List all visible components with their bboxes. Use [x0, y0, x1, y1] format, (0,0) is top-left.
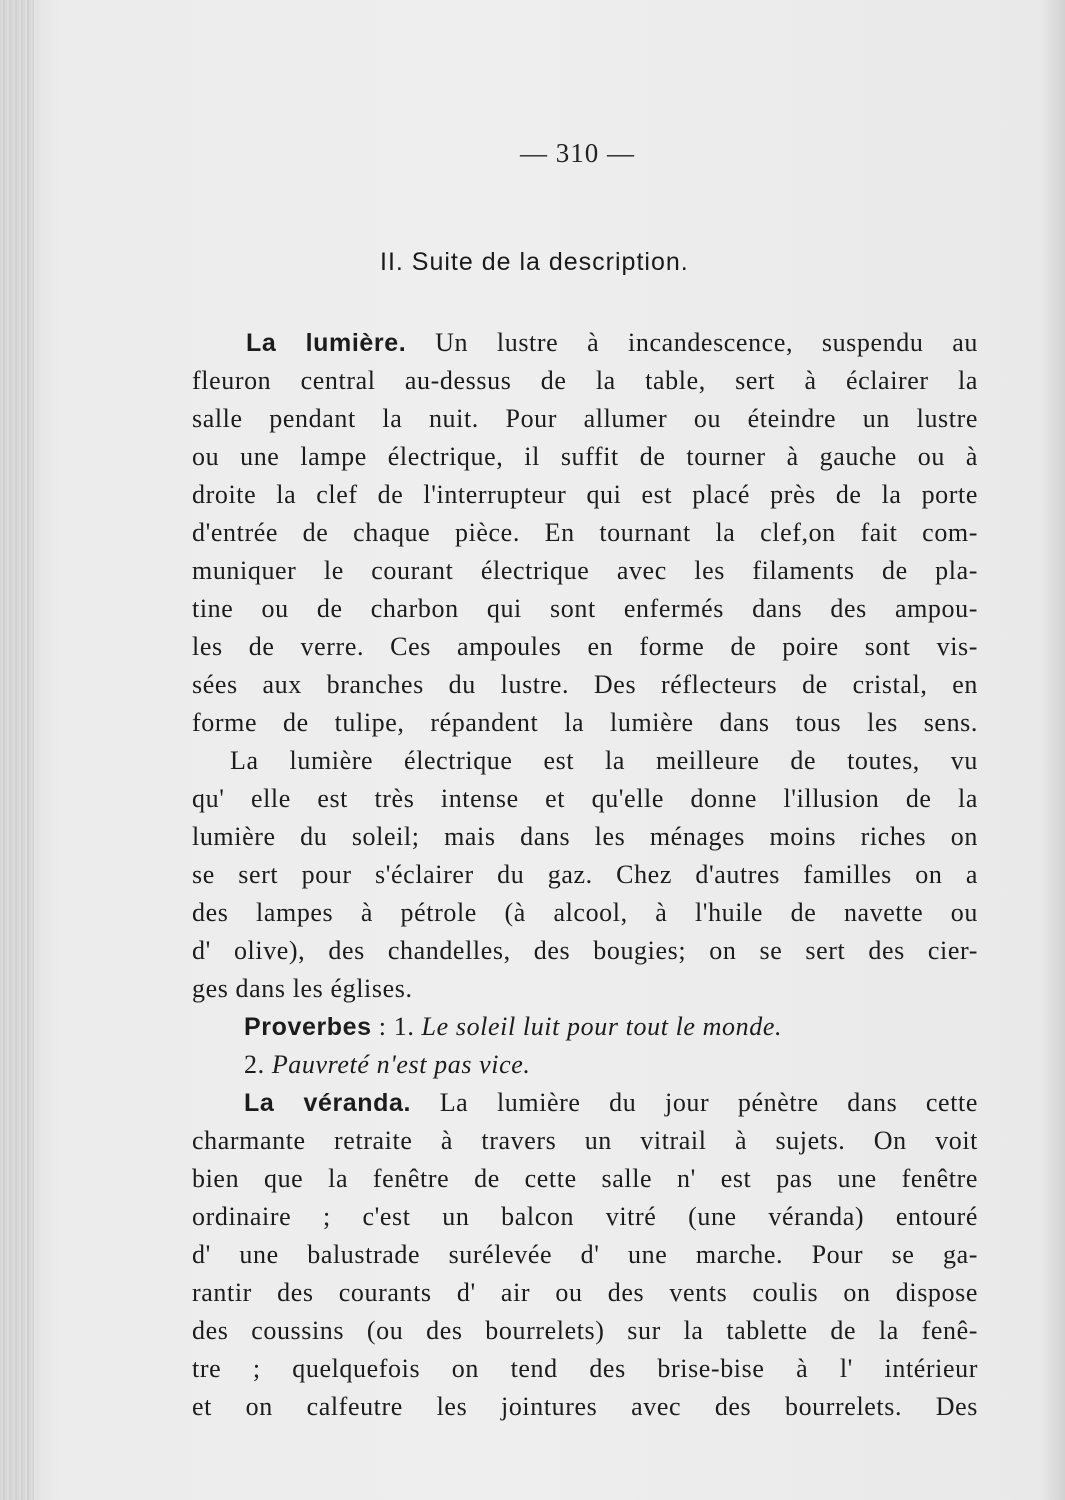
- page-number: — 310 —: [520, 138, 635, 168]
- text-line: ges dans les églises.: [192, 974, 413, 1003]
- text-line: rantir des courants d' air ou des vents coulis on dispose: [192, 1278, 978, 1307]
- text-line: d' olive), des chandelles, des bougies; on se sert des cier-: [192, 936, 978, 965]
- text-line: des lampes à pétrole (à alcool, à l'huile de navette ou: [192, 898, 978, 927]
- text-line: muniquer le courant électrique avec les filaments de pla-: [192, 556, 978, 585]
- proverb-text: Le soleil luit pour tout le monde.: [421, 1012, 783, 1041]
- proverb-line-2: 2. Pauvreté n'est pas vice.: [244, 1050, 531, 1079]
- proverbs-label: Proverbes: [244, 1013, 372, 1041]
- text-line: salle pendant la nuit. Pour allumer ou éteindre un lustre: [192, 404, 978, 433]
- text-line: fleuron central au-dessus de la table, sert à éclairer la: [192, 366, 978, 395]
- proverb-line-1: Proverbes : 1. Le soleil luit pour tout le monde.: [244, 1012, 783, 1041]
- text-line: des coussins (ou des bourrelets) sur la tablette de la fenê-: [192, 1316, 978, 1345]
- text-line: tine ou de charbon qui sont enfermés dans des ampou-: [192, 594, 978, 623]
- text-line: ordinaire ; c'est un balcon vitré (une véranda) entouré: [192, 1202, 978, 1231]
- text-line: droite la clef de l'interrupteur qui est placé près de la porte: [192, 480, 978, 509]
- text-line: lumière du soleil; mais dans les ménages moins riches on: [192, 822, 978, 851]
- page-edge-shadow: [0, 0, 34, 1500]
- text-line: tre ; quelquefois on tend des brise-bise à l' intérieur: [192, 1354, 978, 1383]
- text-line: ou une lampe électrique, il suffit de tourner à gauche ou à: [192, 442, 978, 471]
- section-title: II. Suite de la description.: [380, 248, 689, 276]
- text-line: forme de tulipe, répandent la lumière dans tous les sens.: [192, 708, 978, 737]
- text-line: d' une balustrade surélevée d' une marche. Pour se ga-: [192, 1240, 978, 1269]
- text-line: La lumière. Un lustre à incandescence, suspendu au: [246, 328, 978, 357]
- paragraph-lead: La véranda.: [244, 1089, 412, 1117]
- text-line: La véranda. La lumière du jour pénètre dans cette: [244, 1088, 978, 1117]
- text-line: se sert pour s'éclairer du gaz. Chez d'autres familles on a: [192, 860, 978, 889]
- text-line: d'entrée de chaque pièce. En tournant la clef,on fait com-: [192, 518, 978, 547]
- text-line: charmante retraite à travers un vitrail à sujets. On voit: [192, 1126, 978, 1155]
- proverb-text: Pauvreté n'est pas vice.: [271, 1050, 531, 1079]
- text-line: bien que la fenêtre de cette salle n' est pas une fenêtre: [192, 1164, 978, 1193]
- text-line: sées aux branches du lustre. Des réflecteurs de cristal, en: [192, 670, 978, 699]
- text-line: et on calfeutre les jointures avec des bourrelets. Des: [192, 1392, 978, 1421]
- text-line: qu' elle est très intense et qu'elle donne l'illusion de la: [192, 784, 978, 813]
- paragraph-lead: La lumière.: [246, 329, 407, 357]
- text-line: La lumière électrique est la meilleure de toutes, vu: [230, 746, 978, 775]
- text-line: les de verre. Ces ampoules en forme de poire sont vis-: [192, 632, 978, 661]
